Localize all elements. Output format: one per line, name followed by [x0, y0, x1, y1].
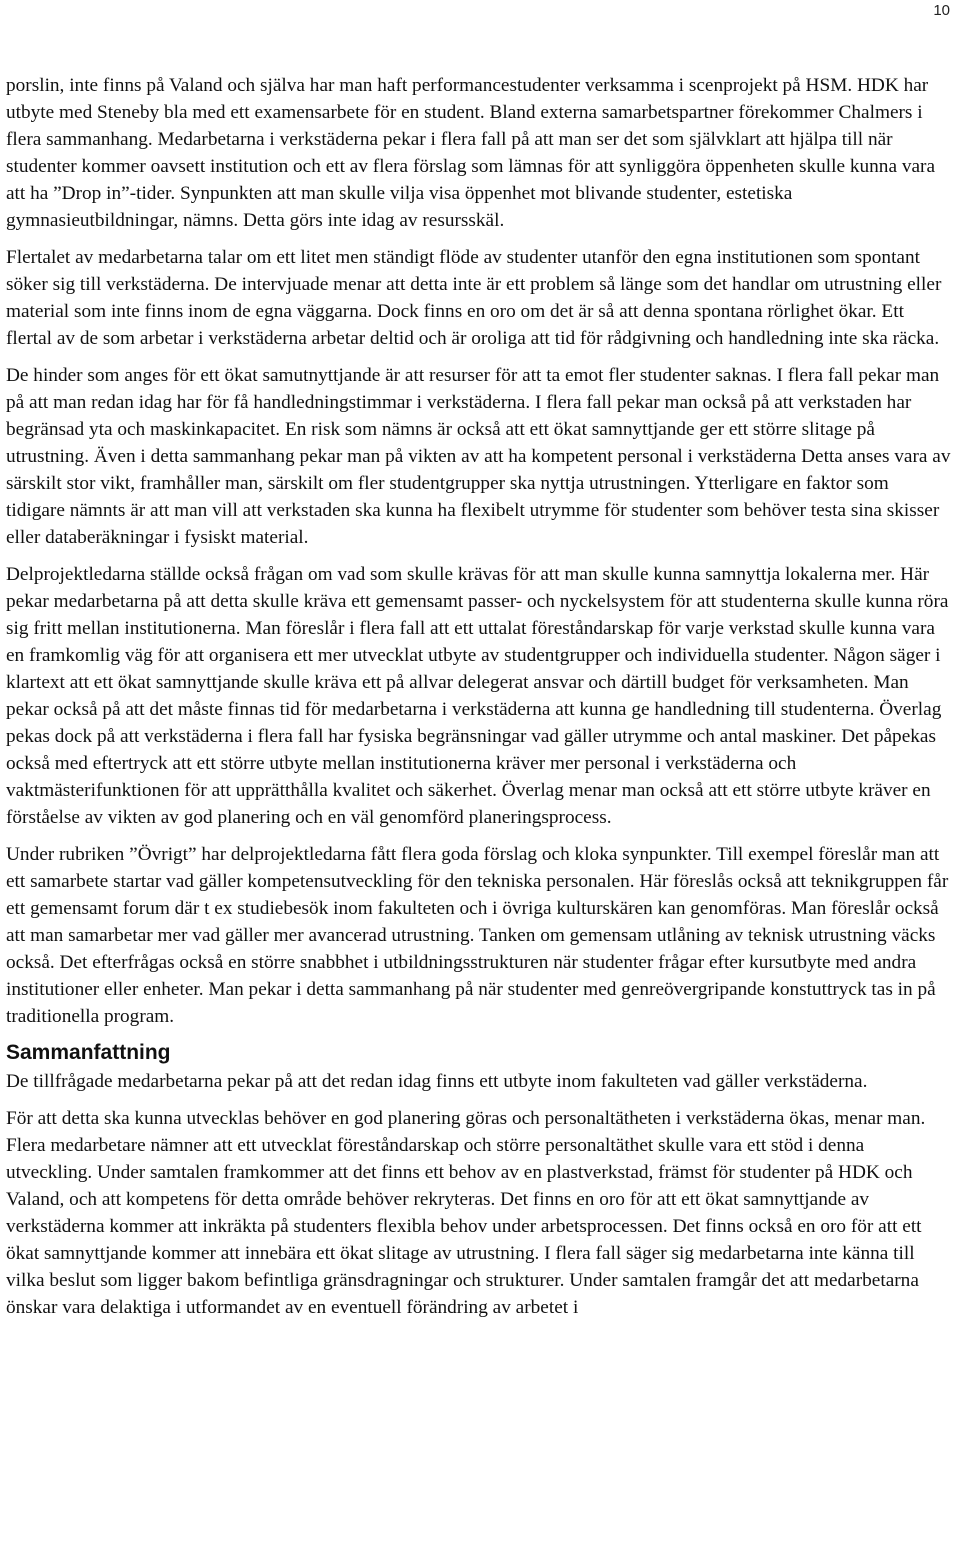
section-heading-summary: Sammanfattning [6, 1041, 171, 1064]
page-number: 10 [933, 2, 950, 19]
paragraph-other-suggestions: Under rubriken ”Övrigt” har delprojektledarna fått flera goda förslag och kloka synpunkter. Till exempel föreslår man att ett samarbete startar vad gäller kompetensutveckling för den tekniska personalen. Här föreslås också att teknikgruppen får ett gemensamt forum där t ex studiebesök inom fakulteten och i övriga kulturskären kan genomföras. Man föreslår också att man samarbetar mer vad gäller mer avancerad utrustning. Tanken om gemensam utlåning av teknisk utrustning väcks också. Det efterfrågas också en större snabbhet i utbildningsstrukturen när studenter frågar efter kursutbyte med andra institutioner eller enheter. Man pekar i detta sammanhang på när studenter med genreövergripande konstuttryck tas in på traditionella program. [6, 844, 949, 1027]
paragraph-collaboration-overview: porslin, inte finns på Valand och själva har man haft performancestudenter verksamma i scenprojekt på HSM. HDK har utbyte med Steneby bla med ett examensarbete för en student. Bland externa samarbetspartner förekommer Chalmers i flera sammanhang. Medarbetarna i verkstäderna pekar i flera fall på att man ser det som självklart att hjälpa till när studenter kommer oavsett institution och ett av flera förslag som lämnas för att synliggöra öppenheten skulle kunna vara att ha ”Drop in”-tider. Synpunkten att man skulle vilja visa öppenhet mot blivande studenter, estetiska gymnasieutbildningar, nämns. Detta görs inte idag av resursskäl. [6, 75, 936, 231]
paragraph-obstacles: De hinder som anges för ett ökat samutnyttjande är att resurser för att ta emot fler studenter saknas. I flera fall pekar man på att man redan idag har för få handledningstimmar i verkstäderna. I flera fall pekar man också på att verkstaden har begränsad yta och maskinkapacitet. En risk som nämns är också att ett ökat samnyttjande ger ett större slitage på utrustning. Även i detta sammanhang pekar man på vikten av att ha kompetent personal i verkstäderna Detta anses vara av särskilt stor vikt, framhåller man, särskilt om fler studentgrupper ska nyttja utrustningen. Ytterligare en faktor som tidigare nämnts är att man vill att verkstaden ska kunna ha flexibelt utrymme för studenter som behöver testa sina skisser eller databeräkningar i fysiskt material. [6, 365, 951, 548]
paragraph-student-flow: Flertalet av medarbetarna talar om ett litet men ständigt flöde av studenter utanför den egna institutionen som spontant söker sig till verkstäderna. De intervjuade menar att detta inte är ett problem så länge som det handlar om utrustning eller material som inte finns inom de egna väggarna. Dock finns en oro om det är så att denna spontana rörlighet ökar. Ett flertal av de som arbetar i verkstäderna arbetar deltid och är oroliga att tid för rådgivning och handledning inte ska räcka. [6, 247, 942, 349]
document-body [6, 72, 952, 1331]
paragraph-summary-intro: De tillfrågade medarbetarna pekar på att det redan idag finns ett utbyte inom fakulteten vad gäller verkstäderna. [6, 1071, 868, 1092]
paragraph-requirements: Delprojektledarna ställde också frågan om vad som skulle krävas för att man skulle kunna samnyttja lokalerna mer. Här pekar medarbetarna på att detta skulle kräva ett gemensamt passer- och nyckelsystem för att studenterna skulle kunna röra sig fritt mellan institutionerna. Man föreslår i flera fall att ett uttalat föreståndarskap för varje verkstad skulle kunna vara en framkomlig väg för att organisera ett mer utvecklat utbyte av studentgrupper och individuella studenter. Någon säger i klartext att ett ökat samnyttjande skulle kräva ett på allvar delegerat ansvar och därtill budget för verksamheten. Man pekar också på att det måste finnas tid för medarbetarna i verkstäderna att kunna ge handledning till studenterna. Överlag pekas dock på att verkstäderna i flera fall har fysiska begränsningar vad gäller utrymme och antal maskiner. Det påpekas också med eftertryck att ett större utbyte mellan institutionerna kräver mer personal i verkstäderna och vaktmästerifunktionen för att upprätthålla kvalitet och säkerhet. Överlag menar man också att ett större utbyte kräver en förståelse av vikten av god planering och en väl genomförd planeringsprocess. [6, 564, 949, 828]
paragraph-summary-details: För att detta ska kunna utvecklas behöver en god planering göras och personaltätheten i verkstäderna ökas, menar man. Flera medarbetare nämner att ett utvecklat föreståndarskap och större personaltäthet skulle vara ett stöd i denna utveckling. Under samtalen framkommer att det finns ett behov av en plastverkstad, främst för studenter på HDK och Valand, och att kompetens för detta område behöver rekryteras. Det finns en oro för att ett ökat samnyttjande av verkstäderna kommer att inkräkta på studenters flexibla behov under arbetsprocessen. Det finns också en oro för att ett ökat samnyttjande kommer att innebära ett ökat slitage av utrustning. I flera fall säger sig medarbetarna inte känna till vilka beslut som ligger bakom befintliga gränsdragningar och strukturer. Under samtalen framgår det att medarbetarna önskar vara delaktiga i utformandet av en eventuell förändring av arbetet i [6, 1108, 926, 1318]
